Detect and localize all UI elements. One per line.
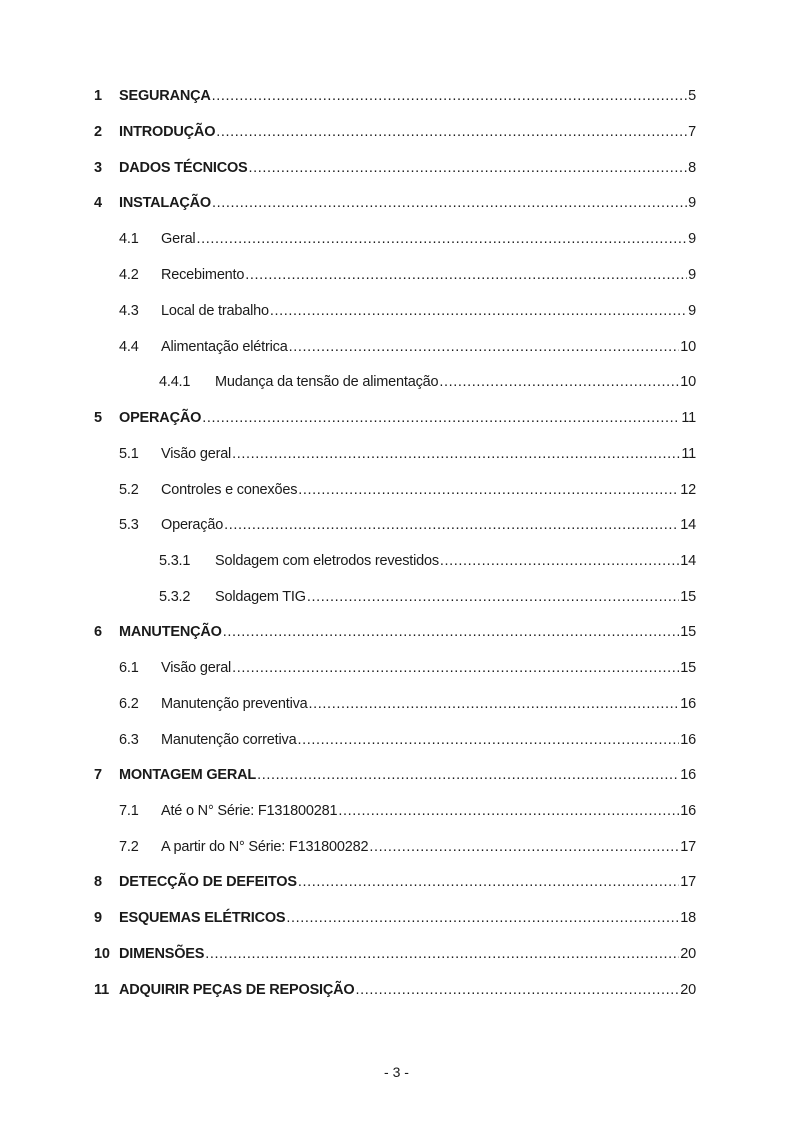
toc-entry-title: INTRODUÇÃO — [119, 124, 216, 140]
toc-entry-title: Até o N° Série: F131800281 — [161, 803, 338, 819]
toc-entry[interactable] — [94, 621, 696, 643]
toc-leader-dots — [212, 192, 687, 214]
toc-entry[interactable] — [94, 85, 696, 107]
toc-entry-title: Manutenção corretiva — [161, 732, 297, 748]
toc-entry[interactable] — [94, 407, 696, 429]
toc-leader-dots — [286, 907, 679, 929]
toc-entry-number: 5 — [94, 410, 102, 426]
toc-entry-title: A partir do N° Série: F131800282 — [161, 839, 369, 855]
toc-entry[interactable] — [94, 371, 696, 393]
toc-entry-number: 5.3.1 — [159, 553, 191, 569]
toc-entry[interactable] — [94, 836, 696, 858]
toc-leader-dots — [439, 371, 679, 393]
toc-entry-title: Visão geral — [161, 660, 232, 676]
toc-entry-title: Controles e conexões — [161, 482, 298, 498]
toc-leader-dots — [232, 443, 680, 465]
toc-entry-number: 6.1 — [119, 660, 139, 676]
toc-entry-title: OPERAÇÃO — [119, 410, 202, 426]
toc-entry-number: 5.3 — [119, 517, 139, 533]
toc-entry-title: Visão geral — [161, 446, 232, 462]
toc-entry[interactable] — [94, 871, 696, 893]
toc-entry[interactable] — [94, 192, 696, 214]
toc-entry[interactable] — [94, 514, 696, 536]
toc-entry-page: 7 — [688, 124, 696, 140]
toc-leader-dots — [223, 621, 680, 643]
toc-entry-page: 18 — [680, 910, 696, 926]
toc-entry-number: 5.2 — [119, 482, 139, 498]
toc-entry-number: 5.1 — [119, 446, 139, 462]
toc-leader-dots — [297, 729, 679, 751]
toc-entry-title: DADOS TÉCNICOS — [119, 160, 248, 176]
toc-leader-dots — [205, 943, 679, 965]
toc-entry[interactable] — [94, 729, 696, 751]
toc-entry-page: 8 — [688, 160, 696, 176]
toc-leader-dots — [202, 407, 680, 429]
toc-entry-title: Local de trabalho — [161, 303, 269, 319]
toc-leader-dots — [307, 586, 679, 608]
toc-entry[interactable] — [94, 228, 696, 250]
toc-entry[interactable] — [94, 443, 696, 465]
toc-leader-dots — [270, 300, 687, 322]
toc-entry-title: Geral — [161, 231, 196, 247]
toc-entry[interactable] — [94, 336, 696, 358]
toc-entry-page: 14 — [680, 517, 696, 533]
toc-entry-title: DIMENSÕES — [119, 946, 205, 962]
toc-leader-dots — [245, 264, 687, 286]
toc-entry-title: ADQUIRIR PEÇAS DE REPOSIÇÃO — [119, 982, 355, 998]
toc-leader-dots — [298, 871, 679, 893]
toc-leader-dots — [216, 121, 687, 143]
toc-entry[interactable] — [94, 479, 696, 501]
toc-entry-page: 16 — [680, 767, 696, 783]
toc-entry-title: Operação — [161, 517, 224, 533]
toc-leader-dots — [356, 979, 680, 1001]
toc-entry-number: 8 — [94, 874, 102, 890]
toc-entry-number: 4.3 — [119, 303, 139, 319]
toc-entry-number: 7 — [94, 767, 102, 783]
toc-entry-page: 10 — [680, 374, 696, 390]
toc-entry[interactable] — [94, 586, 696, 608]
toc-leader-dots — [224, 514, 679, 536]
toc-entry-title: Alimentação elétrica — [161, 339, 288, 355]
toc-entry-page: 5 — [688, 88, 696, 104]
toc-entry-title: MANUTENÇÃO — [119, 624, 222, 640]
toc-entry-number: 11 — [94, 982, 109, 998]
toc-entry-title: SEGURANÇA — [119, 88, 211, 104]
page-number: - 3 - — [384, 1064, 409, 1080]
toc-entry-number: 7.2 — [119, 839, 139, 855]
toc-leader-dots — [232, 657, 679, 679]
toc-entry[interactable] — [94, 979, 696, 1001]
toc-leader-dots — [338, 800, 679, 822]
toc-entry-page: 17 — [680, 839, 696, 855]
toc-entry-page: 20 — [680, 982, 696, 998]
toc-entry-page: 16 — [680, 732, 696, 748]
toc-entry-number: 6.3 — [119, 732, 139, 748]
toc-entry-page: 11 — [681, 410, 696, 426]
toc-entry-title: Soldagem TIG — [215, 589, 306, 605]
toc-entry-page: 15 — [680, 660, 696, 676]
toc-entry-number: 2 — [94, 124, 102, 140]
toc-entry-number: 4 — [94, 195, 102, 211]
toc-entry-number: 4.4.1 — [159, 374, 191, 390]
toc-leader-dots — [369, 836, 679, 858]
toc-entry-number: 4.4 — [119, 339, 139, 355]
toc-entry-title: Soldagem com eletrodos revestidos — [215, 553, 439, 569]
toc-entry-number: 6.2 — [119, 696, 139, 712]
toc-entry-page: 17 — [680, 874, 696, 890]
toc-entry[interactable] — [94, 157, 696, 179]
toc-entry[interactable] — [94, 907, 696, 929]
toc-entry-page: 14 — [680, 553, 696, 569]
toc-leader-dots — [440, 550, 679, 572]
toc-entry-title: MONTAGEM GERAL — [119, 767, 257, 783]
toc-entry-title: DETECÇÃO DE DEFEITOS — [119, 874, 297, 890]
toc-entry-page: 20 — [680, 946, 696, 962]
toc-entry-number: 1 — [94, 88, 102, 104]
toc-entry-page: 16 — [680, 696, 696, 712]
toc-entry[interactable] — [94, 943, 696, 965]
toc-entry[interactable] — [94, 300, 696, 322]
toc-leader-dots — [249, 157, 688, 179]
toc-entry[interactable] — [94, 800, 696, 822]
toc-entry-title: ESQUEMAS ELÉTRICOS — [119, 910, 286, 926]
toc-leader-dots — [298, 479, 679, 501]
toc-entry[interactable] — [94, 657, 696, 679]
toc-entry-page: 9 — [688, 195, 696, 211]
toc-entry-title: Manutenção preventiva — [161, 696, 308, 712]
toc-entry-number: 6 — [94, 624, 102, 640]
toc-entry-number: 4.2 — [119, 267, 139, 283]
toc-entry-title: INSTALAÇÃO — [119, 195, 211, 211]
toc-entry-number: 4.1 — [119, 231, 139, 247]
toc-entry-title: Recebimento — [161, 267, 245, 283]
toc-leader-dots — [212, 85, 687, 107]
toc-entry[interactable] — [94, 264, 696, 286]
toc-entry-page: 11 — [681, 446, 696, 462]
toc-entry-page: 15 — [680, 589, 696, 605]
toc-leader-dots — [289, 336, 680, 358]
toc-entry-title: Mudança da tensão de alimentação — [215, 374, 439, 390]
toc-entry-page: 9 — [688, 267, 696, 283]
toc-leader-dots — [257, 764, 679, 786]
toc-entry-number: 10 — [94, 946, 110, 962]
toc-entry[interactable] — [94, 550, 696, 572]
toc-entry-number: 7.1 — [119, 803, 139, 819]
toc-entry-number: 5.3.2 — [159, 589, 191, 605]
toc-entry-page: 9 — [688, 231, 696, 247]
toc-entry[interactable] — [94, 121, 696, 143]
toc-leader-dots — [196, 228, 687, 250]
toc-entry[interactable] — [94, 693, 696, 715]
toc-entry-number: 3 — [94, 160, 102, 176]
toc-entry-page: 12 — [680, 482, 696, 498]
toc-entry-number: 9 — [94, 910, 102, 926]
toc-entry-page: 15 — [680, 624, 696, 640]
toc-leader-dots — [309, 693, 680, 715]
toc-entry-page: 16 — [680, 803, 696, 819]
toc-entry[interactable] — [94, 764, 696, 786]
toc-entry-page: 9 — [688, 303, 696, 319]
toc-entry-page: 10 — [680, 339, 696, 355]
